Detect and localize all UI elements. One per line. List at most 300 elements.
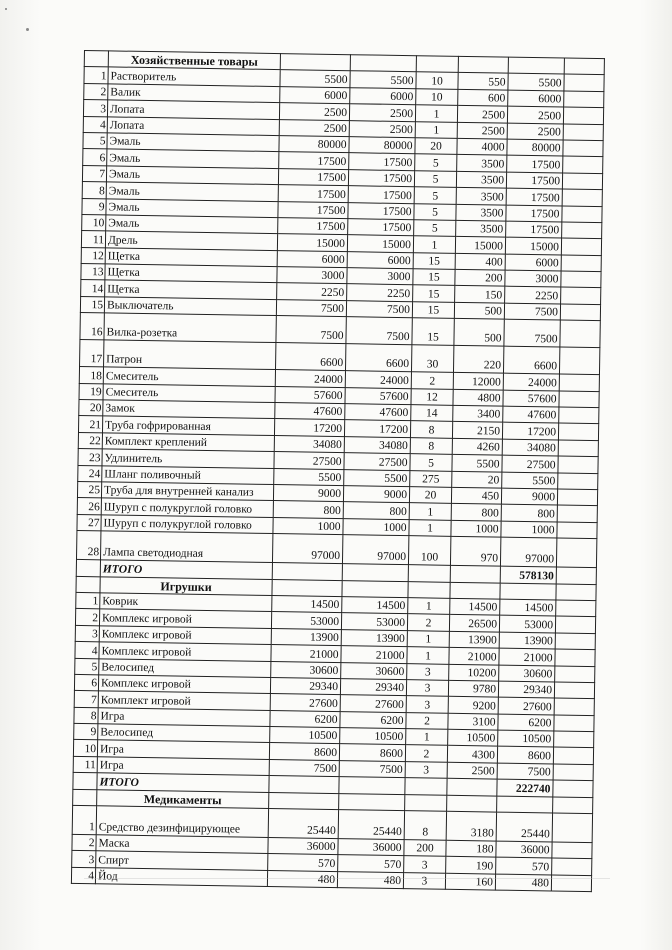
- unit-price: 3500: [456, 204, 506, 221]
- row-number: 5: [75, 658, 99, 675]
- quantity: 5: [415, 154, 457, 171]
- empty-cell: [447, 795, 497, 812]
- unit-price: 10500: [448, 729, 498, 746]
- item-name: Дрель: [105, 231, 277, 250]
- value-a: 6000: [280, 86, 350, 103]
- empty-cell: [563, 124, 603, 141]
- line-total: 47600: [503, 406, 559, 423]
- item-name: Выключатель: [104, 297, 276, 316]
- scan-speck: [5, 8, 7, 10]
- unit-price: 3400: [453, 405, 503, 422]
- value-b: 7500: [346, 317, 412, 345]
- quantity: 1: [409, 519, 451, 536]
- quantity: 1: [407, 630, 449, 647]
- quantity: 5: [410, 454, 452, 471]
- line-total: 5500: [502, 472, 558, 489]
- unit-price: 9200: [448, 697, 498, 714]
- value-a: 8600: [269, 743, 339, 760]
- quantity: 2: [406, 712, 448, 729]
- value-a: 3000: [277, 267, 347, 284]
- item-name: Эмаль: [107, 133, 279, 152]
- quantity: 20: [409, 487, 451, 504]
- line-total: 27500: [502, 455, 558, 472]
- value-a: 13900: [271, 628, 341, 645]
- item-name: Лампа светодиодная: [100, 531, 272, 563]
- unit-price: 3500: [456, 187, 506, 204]
- item-name: Вилка-розетка: [104, 313, 276, 343]
- unit-price: 200: [455, 269, 505, 286]
- row-number: 9: [74, 723, 98, 740]
- unit-price: 12000: [453, 373, 503, 390]
- value-a: 97000: [272, 534, 342, 564]
- empty-cell: [558, 423, 598, 440]
- item-name: Шуруп с полукруглой головко: [101, 515, 273, 534]
- item-name: Щетка: [105, 264, 277, 283]
- row-number: 19: [79, 383, 103, 400]
- value-b: 6000: [347, 251, 413, 268]
- value-a: 17500: [278, 185, 348, 202]
- total-value: 578130: [500, 566, 556, 583]
- row-number: 5: [83, 132, 107, 149]
- item-name: Смеситель: [103, 383, 275, 402]
- value-b: 97000: [342, 535, 408, 565]
- item-name: Труба для внутренней канализ: [101, 482, 273, 501]
- value-a: 800: [273, 501, 343, 518]
- empty-cell: [272, 563, 342, 580]
- unit-price: 4800: [453, 389, 503, 406]
- row-number: 6: [83, 149, 107, 166]
- empty-cell: [557, 522, 597, 539]
- unit-price: 15000: [455, 237, 505, 254]
- row-number: 3: [75, 625, 99, 642]
- empty-cell: [350, 55, 416, 72]
- value-a: 6600: [276, 343, 346, 371]
- quantity: 1: [415, 105, 457, 122]
- empty-cell: [552, 813, 592, 843]
- item-name: Эмаль: [106, 198, 278, 217]
- value-b: 480: [337, 871, 403, 888]
- empty-cell: [561, 255, 601, 272]
- value-a: 7500: [269, 759, 339, 776]
- section-title: Медикаменты: [97, 789, 269, 808]
- value-a: 17500: [279, 152, 349, 169]
- value-a: 57600: [275, 386, 345, 403]
- row-number: 2: [75, 609, 99, 626]
- line-total: 24000: [503, 373, 559, 390]
- value-a: 80000: [279, 136, 349, 153]
- unit-price: 26500: [449, 615, 499, 632]
- unit-price: 4000: [457, 138, 507, 155]
- scan-speck: [26, 28, 29, 31]
- item-name: Удлинитель: [102, 449, 274, 468]
- unit-price: 160: [445, 873, 495, 890]
- line-total: 9000: [501, 488, 557, 505]
- value-b: 3000: [347, 268, 413, 285]
- row-number: 16: [80, 313, 104, 340]
- unit-price: 600: [458, 89, 508, 106]
- value-a: 2250: [277, 283, 347, 300]
- unit-price: 450: [451, 487, 501, 504]
- empty-cell: [564, 91, 604, 108]
- item-name: Щетка: [105, 280, 277, 299]
- value-a: 24000: [275, 370, 345, 387]
- empty-cell: [408, 565, 450, 582]
- value-a: 34080: [274, 435, 344, 452]
- quantity: 30: [411, 345, 453, 373]
- unit-price: 20: [452, 471, 502, 488]
- empty-cell: [500, 583, 556, 600]
- line-total: 800: [501, 504, 557, 521]
- value-a: 14500: [272, 595, 342, 612]
- value-b: 6600: [345, 344, 411, 372]
- value-b: 7500: [339, 760, 405, 777]
- unit-price: 3500: [456, 220, 506, 237]
- value-a: 21000: [271, 645, 341, 662]
- empty-cell: [76, 560, 100, 577]
- row-number: 9: [82, 198, 106, 215]
- row-number: 17: [80, 340, 104, 367]
- item-name: Комплекс игровой: [99, 609, 271, 628]
- unit-price: 3500: [457, 155, 507, 172]
- value-a: 47600: [275, 403, 345, 420]
- unit-price: 3100: [448, 713, 498, 730]
- value-b: 8600: [339, 744, 405, 761]
- quantity: 10: [416, 88, 458, 105]
- quantity: 5: [414, 187, 456, 204]
- empty-cell: [559, 391, 599, 408]
- empty-cell: [554, 682, 594, 699]
- line-total: 5500: [508, 74, 564, 91]
- quantity: 8: [410, 421, 452, 438]
- row-number: 1: [72, 805, 96, 834]
- value-a: 27500: [274, 452, 344, 469]
- unit-price: 150: [455, 286, 505, 303]
- quantity: 3: [406, 696, 448, 713]
- row-number: 21: [78, 416, 102, 433]
- empty-cell: [562, 189, 602, 206]
- item-name: Валик: [108, 84, 280, 103]
- line-total: 2500: [507, 123, 563, 140]
- item-name: Йод: [95, 868, 267, 887]
- value-a: 5500: [274, 468, 344, 485]
- empty-cell: [450, 582, 500, 599]
- quantity: 5: [414, 170, 456, 187]
- unit-price: 400: [455, 253, 505, 270]
- item-name: Замок: [103, 400, 275, 419]
- value-b: 17500: [348, 169, 414, 186]
- quantity: 3: [404, 856, 446, 873]
- value-b: 17500: [348, 202, 414, 219]
- line-total: 7500: [497, 763, 553, 780]
- value-a: 9000: [273, 485, 343, 502]
- unit-price: 4300: [447, 746, 497, 763]
- item-name: Эмаль: [106, 215, 278, 234]
- unit-price: 5500: [452, 455, 502, 472]
- value-b: 1000: [343, 518, 409, 535]
- quantity: 3: [406, 680, 448, 697]
- value-a: 5500: [280, 70, 350, 87]
- item-name: Спирт: [96, 851, 268, 870]
- quantity: 1: [407, 647, 449, 664]
- unit-price: 800: [451, 504, 501, 521]
- quantity: 5: [414, 203, 456, 220]
- empty-cell: [339, 793, 405, 810]
- quantity: 2: [405, 745, 447, 762]
- faint-page-edge: [84, 878, 610, 901]
- item-name: Патрон: [104, 340, 276, 370]
- quantity: 20: [415, 138, 457, 155]
- unit-price: 3180: [446, 811, 496, 841]
- value-b: 25440: [338, 810, 404, 840]
- value-b: 27600: [340, 695, 406, 712]
- empty-cell: [76, 576, 100, 593]
- item-name: Шуруп с полукруглой головко: [101, 498, 273, 517]
- value-a: 29340: [270, 677, 340, 694]
- line-total: 80000: [507, 139, 563, 156]
- unit-price: 4260: [452, 438, 502, 455]
- line-total: 8600: [497, 747, 553, 764]
- empty-cell: [559, 347, 599, 375]
- unit-price: 2500: [447, 762, 497, 779]
- empty-cell: [554, 698, 594, 715]
- empty-cell: [447, 779, 497, 796]
- unit-price: 220: [453, 346, 503, 374]
- empty-cell: [269, 792, 339, 809]
- unit-price: 1000: [451, 520, 501, 537]
- line-total: 17200: [502, 423, 558, 440]
- row-number: 28: [76, 531, 100, 560]
- empty-cell: [557, 489, 597, 506]
- value-b: 21000: [341, 646, 407, 663]
- line-total: 97000: [500, 537, 556, 567]
- empty-cell: [558, 456, 598, 473]
- unit-price: 14500: [450, 598, 500, 615]
- quantity: 15: [412, 302, 454, 319]
- unit-price: 970: [450, 536, 500, 566]
- empty-cell: [560, 304, 600, 321]
- section-title: Игрушки: [100, 576, 272, 595]
- value-b: 34080: [344, 436, 410, 453]
- unit-price: 190: [446, 857, 496, 874]
- empty-cell: [561, 271, 601, 288]
- value-a: 15000: [277, 234, 347, 251]
- unit-price: 3500: [456, 171, 506, 188]
- empty-cell: [559, 407, 599, 424]
- empty-cell: [342, 580, 408, 597]
- unit-price: 10200: [449, 664, 499, 681]
- value-a: 17500: [278, 217, 348, 234]
- empty-cell: [272, 579, 342, 596]
- line-total: 7500: [504, 303, 560, 320]
- empty-cell: [556, 584, 596, 601]
- quantity: 15: [412, 318, 454, 346]
- line-total: 6600: [503, 346, 559, 374]
- item-name: Комплект игровой: [98, 691, 270, 710]
- value-b: 47600: [345, 404, 411, 421]
- value-b: 53000: [341, 613, 407, 630]
- value-b: 14500: [342, 597, 408, 614]
- row-number: 4: [83, 116, 107, 133]
- row-number: 2: [72, 834, 96, 851]
- item-name: Эмаль: [106, 182, 278, 201]
- row-number: 2: [84, 83, 108, 100]
- table-body: [71, 51, 604, 892]
- row-number: 7: [82, 165, 106, 182]
- value-b: 27500: [344, 453, 410, 470]
- item-name: Шланг поливочный: [102, 465, 274, 484]
- total-value: 222740: [497, 779, 553, 796]
- item-name: Комплекс игровой: [99, 626, 271, 645]
- quantity: 275: [410, 470, 452, 487]
- item-name: Средство дезинфицирующее: [96, 806, 268, 838]
- line-total: 27600: [498, 697, 554, 714]
- row-number: 18: [79, 367, 103, 384]
- empty-cell: [558, 440, 598, 457]
- empty-cell: [556, 567, 596, 584]
- line-total: 17500: [506, 172, 562, 189]
- empty-cell: [280, 54, 350, 71]
- line-total: 1000: [501, 521, 557, 538]
- total-label: ИТОГО: [97, 773, 269, 792]
- empty-cell: [555, 665, 595, 682]
- item-name: Игра: [97, 740, 269, 759]
- value-b: 17200: [344, 420, 410, 437]
- value-a: 17500: [278, 168, 348, 185]
- value-a: 480: [267, 870, 337, 887]
- empty-cell: [554, 731, 594, 748]
- empty-cell: [562, 173, 602, 190]
- total-label: ИТОГО: [100, 560, 272, 579]
- line-total: 7500: [504, 319, 560, 347]
- empty-cell: [552, 858, 592, 875]
- empty-cell: [557, 505, 597, 522]
- value-b: 9000: [343, 486, 409, 503]
- line-total: 34080: [502, 439, 558, 456]
- item-name: Лопата: [107, 100, 279, 119]
- empty-cell: [405, 778, 447, 795]
- unit-price: 550: [458, 73, 508, 90]
- value-a: 2500: [279, 119, 349, 136]
- document-sheet: [71, 50, 604, 892]
- empty-cell: [84, 51, 108, 68]
- quantity: 2: [411, 372, 453, 389]
- value-b: 800: [343, 502, 409, 519]
- value-b: 5500: [344, 469, 410, 486]
- line-total: 13900: [499, 632, 555, 649]
- value-a: 27600: [270, 694, 340, 711]
- empty-cell: [555, 616, 595, 633]
- row-number: 15: [80, 296, 104, 313]
- quantity: 15: [413, 285, 455, 302]
- unit-price: 13900: [449, 631, 499, 648]
- empty-cell: [552, 842, 592, 859]
- value-b: 6200: [340, 711, 406, 728]
- line-total: 570: [496, 857, 552, 874]
- line-total: 21000: [499, 648, 555, 665]
- empty-cell: [563, 107, 603, 124]
- line-total: 25440: [496, 812, 552, 842]
- value-b: 15000: [347, 235, 413, 252]
- line-total: 480: [495, 874, 551, 891]
- unit-price: 2500: [457, 106, 507, 123]
- value-b: 10500: [340, 728, 406, 745]
- value-a: 17500: [278, 201, 348, 218]
- item-name: Комплекс игровой: [99, 642, 271, 661]
- item-name: Коврик: [100, 593, 272, 612]
- empty-cell: [342, 564, 408, 581]
- row-number: 24: [78, 465, 102, 482]
- item-name: Игра: [97, 757, 269, 776]
- empty-cell: [554, 715, 594, 732]
- value-b: 80000: [349, 137, 415, 154]
- item-name: Труба гофрированная: [102, 416, 274, 435]
- value-b: 2500: [349, 104, 415, 121]
- empty-cell: [564, 58, 604, 75]
- line-total: 17500: [506, 205, 562, 222]
- row-number: 27: [77, 514, 101, 531]
- quantity: 15: [413, 252, 455, 269]
- row-number: 4: [75, 642, 99, 659]
- line-total: 17500: [507, 155, 563, 172]
- value-a: 1000: [273, 517, 343, 534]
- unit-price: 500: [454, 302, 504, 319]
- row-number: 13: [81, 264, 105, 281]
- empty-cell: [73, 773, 97, 790]
- value-a: 6200: [270, 710, 340, 727]
- empty-cell: [416, 56, 458, 73]
- item-name: Велосипед: [98, 724, 270, 743]
- value-b: 17500: [348, 186, 414, 203]
- value-b: 570: [338, 855, 404, 872]
- row-number: 8: [82, 182, 106, 199]
- row-number: 3: [83, 100, 107, 117]
- empty-cell: [561, 287, 601, 304]
- item-name: Растворитель: [108, 67, 280, 86]
- line-total: 6000: [505, 254, 561, 271]
- row-number: 7: [74, 691, 98, 708]
- value-a: 25440: [268, 809, 338, 839]
- item-name: Игра: [98, 707, 270, 726]
- value-b: 57600: [345, 387, 411, 404]
- empty-cell: [508, 57, 564, 74]
- line-total: 15000: [505, 237, 561, 254]
- quantity: 8: [404, 811, 446, 841]
- row-number: 11: [73, 756, 97, 773]
- quantity: 1: [415, 121, 457, 138]
- value-b: 30600: [341, 662, 407, 679]
- item-name: Смеситель: [103, 367, 275, 386]
- quantity: 5: [414, 220, 456, 237]
- value-a: 30600: [271, 661, 341, 678]
- quantity: 1: [408, 598, 450, 615]
- empty-cell: [553, 780, 593, 797]
- row-number: 14: [81, 280, 105, 297]
- section-title: Хозяйственные товары: [108, 51, 280, 70]
- value-b: 5500: [350, 71, 416, 88]
- value-a: 7500: [276, 299, 346, 316]
- quantity: 8: [410, 437, 452, 454]
- line-total: 17500: [506, 188, 562, 205]
- line-total: 17500: [506, 221, 562, 238]
- quantity: 3: [407, 663, 449, 680]
- item-name: Маска: [96, 835, 268, 854]
- value-b: 36000: [338, 839, 404, 856]
- empty-cell: [562, 222, 602, 239]
- item-name: Лопата: [107, 116, 279, 135]
- empty-cell: [73, 789, 97, 806]
- quantity: 200: [404, 840, 446, 857]
- line-total: 57600: [503, 390, 559, 407]
